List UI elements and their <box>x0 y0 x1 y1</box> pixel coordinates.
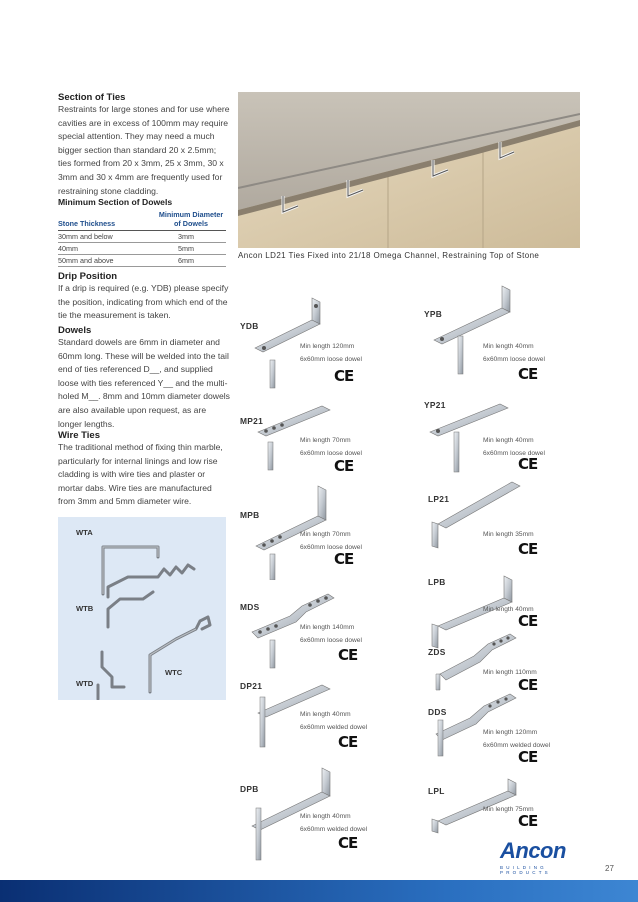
dowels-title: Dowels <box>58 325 92 336</box>
spec-yp21-length: Min length 40mm <box>483 437 534 444</box>
footer-bar <box>0 880 638 902</box>
product-code-dds: DDS <box>428 707 447 717</box>
installation-photo <box>238 92 580 248</box>
product-code-mpb: MPB <box>240 510 260 520</box>
logo-wordmark: Ancon <box>500 838 566 863</box>
wtb-label: WTB <box>76 604 94 613</box>
table-cell: 6mm <box>156 255 226 267</box>
product-code-ypb: YPB <box>424 309 443 319</box>
ce-mark-icon: CE <box>518 812 538 830</box>
spec-mp21-length: Min length 70mm <box>300 437 351 444</box>
section-ties-title: Section of Ties <box>58 92 126 103</box>
dowels-table <box>58 210 226 267</box>
table-row <box>58 243 226 255</box>
product-code-lpl: LPL <box>428 786 445 796</box>
ce-mark-icon: CE <box>518 365 538 383</box>
wire-ties-illustration <box>58 517 226 700</box>
drip-body: If a drip is required (e.g. YDB) please specify the position, indicating from which end of the tie the measurement is taken. <box>58 283 229 321</box>
ce-mark-icon: CE <box>334 550 354 568</box>
spec-dp21-dowel: 6x60mm welded dowel <box>300 724 368 731</box>
spec-dp21-length: Min length 40mm <box>300 711 351 718</box>
table-cell: 30mm and below <box>58 231 156 243</box>
spec-mpb-dowel: 6x60mm loose dowel <box>300 544 362 551</box>
logo-tagline: BUILDING PRODUCTS <box>500 865 551 875</box>
ce-mark-icon: CE <box>518 455 538 473</box>
spec-lpb-length: Min length 40mm <box>483 606 534 613</box>
product-code-mp21: MP21 <box>240 416 264 426</box>
table-row <box>58 255 226 267</box>
product-code-dp21: DP21 <box>240 681 263 691</box>
spec-yp21-dowel: 6x60mm loose dowel <box>483 450 545 457</box>
product-code-mds: MDS <box>240 602 260 612</box>
page-number: 27 <box>605 864 614 873</box>
product-code-dpb: DPB <box>240 784 259 794</box>
ce-mark-icon: CE <box>338 733 358 751</box>
spec-dpb-dowel: 6x60mm welded dowel <box>300 826 368 833</box>
spec-lp21-length: Min length 35mm <box>483 531 534 538</box>
photo-caption: Ancon LD21 Ties Fixed into 21/18 Omega Channel, Restraining Top of Stone <box>238 251 540 260</box>
table-cell: 50mm and above <box>58 255 156 267</box>
ce-mark-icon: CE <box>334 367 354 385</box>
spec-ydb-dowel: 6x60mm loose dowel <box>300 356 362 363</box>
table-cell: 5mm <box>156 243 226 255</box>
spec-zds-length: Min length 110mm <box>483 669 537 676</box>
product-code-ydb: YDB <box>240 321 259 331</box>
ce-mark-icon: CE <box>338 646 358 664</box>
product-code-lpb: LPB <box>428 577 446 587</box>
spec-mds-dowel: 6x60mm loose dowel <box>300 637 362 644</box>
dowels-table-title: Minimum Section of Dowels <box>58 197 173 207</box>
product-code-lp21: LP21 <box>428 494 450 504</box>
wta-label: WTA <box>76 528 93 537</box>
col-min-diameter: Minimum Diameter of Dowels <box>156 210 226 231</box>
ce-mark-icon: CE <box>334 457 354 475</box>
table-row <box>58 231 226 243</box>
ce-mark-icon: CE <box>338 834 358 852</box>
product-code-zds: ZDS <box>428 647 446 657</box>
ce-mark-icon: CE <box>518 676 538 694</box>
table-cell: 3mm <box>156 231 226 243</box>
product-ypb-drawing <box>430 282 520 382</box>
spec-mds-length: Min length 140mm <box>300 624 355 631</box>
product-code-yp21: YP21 <box>424 400 446 410</box>
spec-ypb-length: Min length 40mm <box>483 343 534 350</box>
section-ties-body: Restraints for large stones and for use where cavities are in excess of 100mm may require special attention. They may need a much bigger section than standard 20 x 2.5mm; ties formed from 20 x 3mm, 25 x 3mm, 30 x 3mm and 30 x 4mm are frequently used for restraining stone cladding. <box>58 104 230 196</box>
wtc-label: WTC <box>165 668 183 677</box>
wtd-label: WTD <box>76 679 94 688</box>
spec-lpl-length: Min length 75mm <box>483 806 534 813</box>
ce-mark-icon: CE <box>518 748 538 766</box>
spec-ydb-length: Min length 120mm <box>300 343 355 350</box>
product-lp21-drawing <box>428 476 528 556</box>
table-cell: 40mm <box>58 243 156 255</box>
ce-mark-icon: CE <box>518 540 538 558</box>
wire-ties-title: Wire Ties <box>58 430 100 441</box>
photo-illustration <box>238 92 580 248</box>
spec-ypb-dowel: 6x60mm loose dowel <box>483 356 545 363</box>
spec-dds-dowel: 6x60mm welded dowel <box>483 742 551 749</box>
col-stone-thickness: Stone Thickness <box>58 210 156 231</box>
spec-dpb-length: Min length 40mm <box>300 813 351 820</box>
spec-mpb-length: Min length 70mm <box>300 531 351 538</box>
ancon-logo <box>500 838 592 875</box>
dowels-body: Standard dowels are 6mm in diameter and 60mm long. These will be welded into the tail end of ties referenced D__, and supplied loose with ties referenced Y__ and the multi-holed M__. 8mm and 10mm diameter dowels are also available upon request, as are longer lengths. <box>58 337 230 429</box>
wire-ties-body: The traditional method of fixing thin marble, particularly for internal linings and low rise cladding is with wire ties and plaster or mortar dabs. Wire ties are manufactured from 3mm and 5mm diameter wire. <box>58 442 223 507</box>
drip-title: Drip Position <box>58 271 118 282</box>
spec-dds-length: Min length 120mm <box>483 729 538 736</box>
spec-mp21-dowel: 6x60mm loose dowel <box>300 450 362 457</box>
ce-mark-icon: CE <box>518 612 538 630</box>
